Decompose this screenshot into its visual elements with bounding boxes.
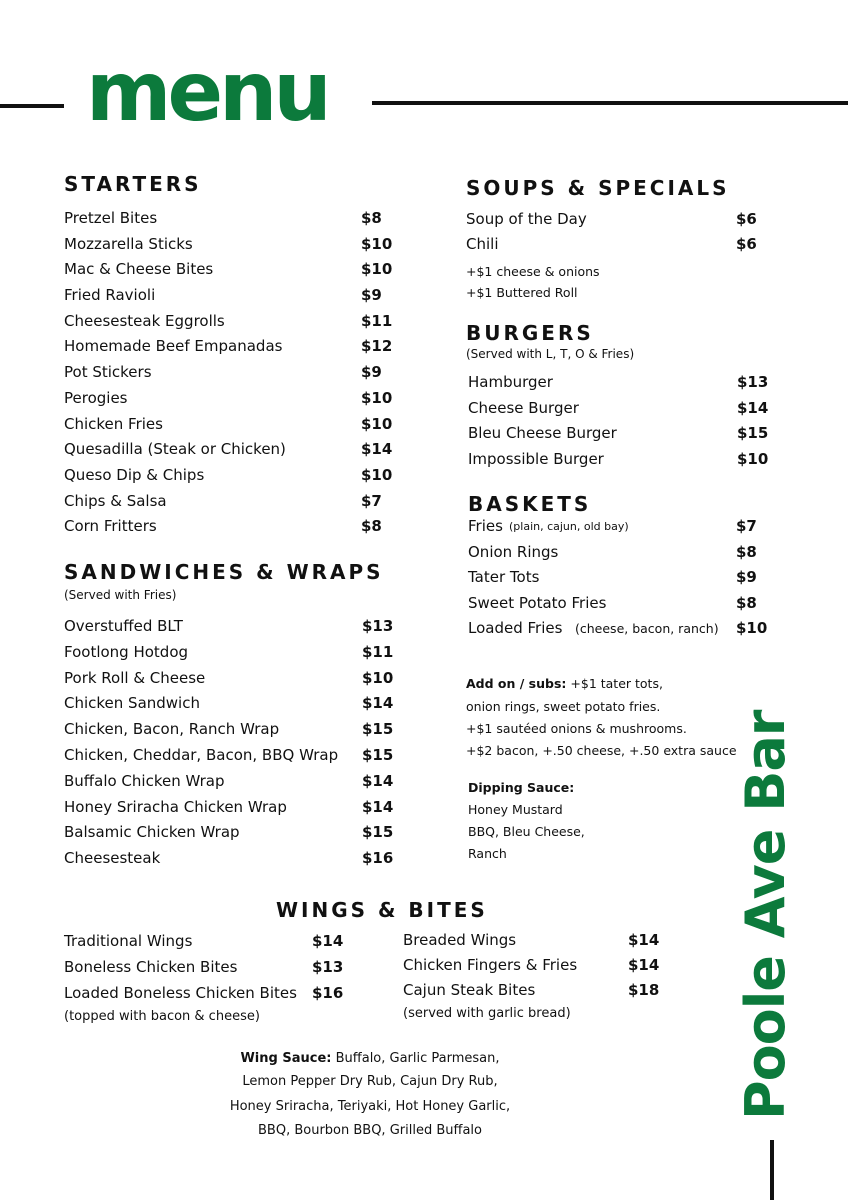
menu-item bbox=[403, 928, 693, 953]
wing-sauce-line-1 bbox=[180, 1048, 560, 1070]
menu-item bbox=[468, 591, 768, 617]
menu-item bbox=[64, 386, 394, 412]
dipping-line-2: BBQ, Bleu Cheese, bbox=[468, 824, 585, 839]
menu-item bbox=[64, 846, 394, 872]
burgers-subtitle: (Served with L, T, O & Fries) bbox=[466, 347, 635, 361]
menu-item-price: $11 bbox=[362, 642, 394, 661]
menu-item-name: Homemade Beef Empanadas bbox=[64, 337, 283, 356]
menu-item-price: $13 bbox=[312, 957, 344, 976]
menu-item-name: Chicken, Bacon, Ranch Wrap bbox=[64, 720, 280, 739]
header-rule-right bbox=[372, 101, 848, 105]
menu-item-price: $14 bbox=[361, 440, 393, 459]
menu-item-name: Queso Dip & Chips bbox=[64, 465, 205, 484]
menu-item bbox=[64, 283, 394, 309]
menu-item-name: Hamburger bbox=[468, 373, 553, 391]
wing-sauce-label: Wing Sauce: bbox=[240, 1051, 332, 1066]
menu-item-price: $14 bbox=[628, 931, 660, 949]
menu-item-name: Tater Tots bbox=[468, 568, 540, 586]
menu-item bbox=[64, 257, 394, 283]
menu-item bbox=[403, 978, 693, 1003]
menu-item-price: $14 bbox=[362, 771, 394, 790]
addons-note bbox=[466, 673, 663, 695]
menu-item-name: Chili bbox=[466, 235, 499, 253]
menu-item bbox=[466, 232, 766, 257]
menu-item bbox=[468, 565, 768, 591]
wings-left-list bbox=[64, 929, 354, 1006]
dipping-line-1: Honey Mustard bbox=[468, 802, 563, 817]
menu-item-price: $14 bbox=[362, 797, 394, 816]
menu-item-name: Chicken Sandwich bbox=[64, 694, 200, 713]
menu-item-name: Impossible Burger bbox=[468, 449, 604, 468]
menu-item-name: Buffalo Chicken Wrap bbox=[64, 771, 225, 790]
menu-item-price: $15 bbox=[362, 720, 394, 739]
menu-item-name: Pork Roll & Cheese bbox=[64, 668, 206, 687]
wing-sauce-line-4: BBQ, Bourbon BBQ, Grilled Buffalo bbox=[258, 1123, 482, 1138]
menu-item bbox=[403, 953, 693, 978]
menu-item-price: $11 bbox=[361, 311, 393, 330]
menu-item bbox=[468, 540, 768, 566]
wing-sauce-line-2: Lemon Pepper Dry Rub, Cajun Dry Rub, bbox=[242, 1074, 498, 1089]
menu-item-name: Chips & Salsa bbox=[64, 491, 167, 510]
menu-item-price: $10 bbox=[361, 260, 393, 279]
menu-item bbox=[64, 309, 394, 335]
menu-item-price: $16 bbox=[312, 983, 344, 1002]
menu-item-name: Loaded Boneless Chicken Bites bbox=[64, 983, 297, 1002]
menu-item-price: $10 bbox=[362, 668, 394, 687]
menu-item bbox=[468, 447, 768, 473]
soups-heading: SOUPS & SPECIALS bbox=[466, 176, 730, 200]
addons-label: Add on / subs: bbox=[466, 676, 567, 691]
menu-item-name: Sweet Potato Fries bbox=[468, 593, 607, 612]
menu-item-name: Mac & Cheese Bites bbox=[64, 260, 214, 279]
menu-item-price: $15 bbox=[737, 424, 769, 442]
menu-item-price: $9 bbox=[736, 568, 757, 586]
menu-item-price: $13 bbox=[737, 373, 769, 391]
addons-line-2: onion rings, sweet potato fries. bbox=[466, 699, 661, 714]
menu-item-price: $10 bbox=[737, 449, 769, 468]
menu-item bbox=[64, 743, 394, 769]
menu-item bbox=[64, 640, 394, 666]
burgers-heading: BURGERS bbox=[466, 321, 594, 345]
menu-item bbox=[64, 929, 354, 955]
menu-item bbox=[64, 666, 394, 692]
baskets-list bbox=[468, 514, 768, 642]
menu-item-price: $16 bbox=[362, 849, 394, 868]
menu-item-price: $14 bbox=[628, 955, 660, 974]
menu-item bbox=[64, 463, 394, 489]
menu-item bbox=[468, 514, 768, 540]
menu-item-name: Boneless Chicken Bites bbox=[64, 957, 238, 976]
menu-item-name: Fries bbox=[468, 517, 503, 535]
menu-item-price: $9 bbox=[361, 363, 382, 382]
menu-item-price: $14 bbox=[362, 694, 394, 713]
menu-item-name: Loaded Fries bbox=[468, 619, 563, 637]
sandwiches-list bbox=[64, 614, 394, 872]
menu-item bbox=[64, 514, 394, 540]
menu-item-name: Cheesesteak Eggrolls bbox=[64, 311, 225, 330]
dipping-label-text: Dipping Sauce: bbox=[468, 780, 575, 795]
menu-item-price: $6 bbox=[736, 210, 757, 228]
menu-item-name: Cheese Burger bbox=[468, 398, 579, 417]
menu-item-price: $7 bbox=[361, 491, 382, 510]
soups-addon-1: +$1 cheese & onions bbox=[466, 264, 600, 279]
dipping-label bbox=[468, 777, 574, 799]
menu-item-name: Overstuffed BLT bbox=[64, 617, 183, 635]
menu-item-price: $10 bbox=[361, 388, 393, 407]
menu-item-name: Chicken Fries bbox=[64, 414, 163, 433]
wings-right-note: (served with garlic bread) bbox=[403, 1006, 571, 1021]
menu-item-name: Bleu Cheese Burger bbox=[468, 424, 617, 442]
soups-addon-2: +$1 Buttered Roll bbox=[466, 285, 578, 300]
menu-item-price: $8 bbox=[736, 542, 757, 561]
menu-item bbox=[64, 412, 394, 438]
menu-item bbox=[468, 396, 768, 422]
menu-item-price: $10 bbox=[361, 414, 393, 433]
menu-item-name: Traditional Wings bbox=[64, 932, 193, 950]
starters-heading: STARTERS bbox=[64, 172, 202, 196]
menu-item-name: Pretzel Bites bbox=[64, 209, 158, 227]
sandwiches-heading: SANDWICHES & WRAPS bbox=[64, 560, 384, 584]
menu-item-detail: (plain, cajun, old bay) bbox=[509, 520, 629, 533]
menu-item-name: Soup of the Day bbox=[466, 210, 587, 228]
menu-item-name: Honey Sriracha Chicken Wrap bbox=[64, 797, 287, 816]
menu-item-name: Chicken Fingers & Fries bbox=[403, 955, 578, 974]
header-rule-left bbox=[0, 104, 64, 108]
menu-item bbox=[64, 489, 394, 515]
menu-item bbox=[64, 955, 354, 981]
menu-item bbox=[64, 614, 394, 640]
menu-title: menu bbox=[86, 45, 328, 140]
menu-item bbox=[64, 437, 394, 463]
menu-item-name: Footlong Hotdog bbox=[64, 642, 189, 661]
menu-item-name: Quesadilla (Steak or Chicken) bbox=[64, 440, 286, 459]
brand-name: Poole Ave Bar bbox=[734, 710, 797, 1120]
menu-item-name: Fried Ravioli bbox=[64, 286, 156, 305]
wings-left-note: (topped with bacon & cheese) bbox=[64, 1009, 260, 1024]
menu-item-price: $15 bbox=[362, 745, 394, 764]
menu-item-name: Chicken, Cheddar, Bacon, BBQ Wrap bbox=[64, 745, 339, 764]
addons-line-3: +$1 sautéed onions & mushrooms. bbox=[466, 721, 687, 736]
menu-item-price: $13 bbox=[362, 617, 394, 635]
wing-sauce-first: Buffalo, Garlic Parmesan, bbox=[335, 1051, 500, 1066]
menu-item-price: $10 bbox=[361, 234, 393, 253]
menu-item-price: $18 bbox=[628, 980, 660, 999]
addons-line-1: +$1 tater tots, bbox=[570, 676, 663, 691]
menu-item-price: $8 bbox=[361, 209, 382, 227]
sandwiches-subtitle: (Served with Fries) bbox=[64, 588, 177, 602]
menu-item-price: $7 bbox=[736, 517, 757, 535]
soups-list bbox=[466, 207, 766, 257]
addons-line-4: +$2 bacon, +.50 cheese, +.50 extra sauce bbox=[466, 743, 737, 758]
menu-item-name: Pot Stickers bbox=[64, 363, 152, 382]
menu-item bbox=[468, 616, 768, 642]
menu-item bbox=[64, 981, 354, 1007]
menu-item bbox=[468, 370, 768, 396]
menu-item-price: $15 bbox=[362, 823, 394, 842]
wings-right-list bbox=[403, 928, 693, 1002]
menu-item bbox=[466, 207, 766, 232]
menu-item-name: Balsamic Chicken Wrap bbox=[64, 823, 240, 842]
menu-item bbox=[64, 691, 394, 717]
dipping-line-3: Ranch bbox=[468, 846, 507, 861]
wings-heading: WINGS & BITES bbox=[276, 898, 488, 922]
menu-item-price: $8 bbox=[736, 593, 757, 612]
menu-item-price: $12 bbox=[361, 337, 393, 356]
wing-sauce-line-3: Honey Sriracha, Teriyaki, Hot Honey Garlic, bbox=[229, 1099, 511, 1114]
menu-item-detail: (cheese, bacon, ranch) bbox=[575, 621, 719, 636]
menu-item bbox=[64, 206, 394, 232]
menu-item bbox=[64, 232, 394, 258]
menu-item-name: Mozzarella Sticks bbox=[64, 234, 193, 253]
menu-item-price: $6 bbox=[736, 235, 757, 253]
menu-item-name: Cheesesteak bbox=[64, 849, 161, 868]
menu-item-name: Perogies bbox=[64, 388, 128, 407]
menu-item bbox=[64, 360, 394, 386]
menu-item-name: Cajun Steak Bites bbox=[403, 980, 536, 999]
menu-item bbox=[64, 717, 394, 743]
menu-item-name: Corn Fritters bbox=[64, 517, 157, 536]
starters-list bbox=[64, 206, 394, 540]
menu-item-price: $14 bbox=[737, 398, 769, 417]
vertical-rule bbox=[770, 1140, 774, 1200]
menu-item-price: $8 bbox=[361, 517, 382, 536]
menu-item bbox=[64, 820, 394, 846]
menu-item-price: $14 bbox=[312, 932, 344, 950]
menu-item bbox=[64, 769, 394, 795]
menu-item-price: $9 bbox=[361, 286, 382, 305]
menu-item bbox=[64, 334, 394, 360]
menu-item bbox=[468, 421, 768, 447]
baskets-heading: BASKETS bbox=[468, 492, 592, 516]
menu-item-price: $10 bbox=[736, 619, 768, 637]
menu-item-name: Onion Rings bbox=[468, 542, 559, 561]
menu-item-price: $10 bbox=[361, 465, 393, 484]
burgers-list bbox=[468, 370, 768, 472]
menu-item-name: Breaded Wings bbox=[403, 931, 517, 949]
menu-item bbox=[64, 795, 394, 821]
